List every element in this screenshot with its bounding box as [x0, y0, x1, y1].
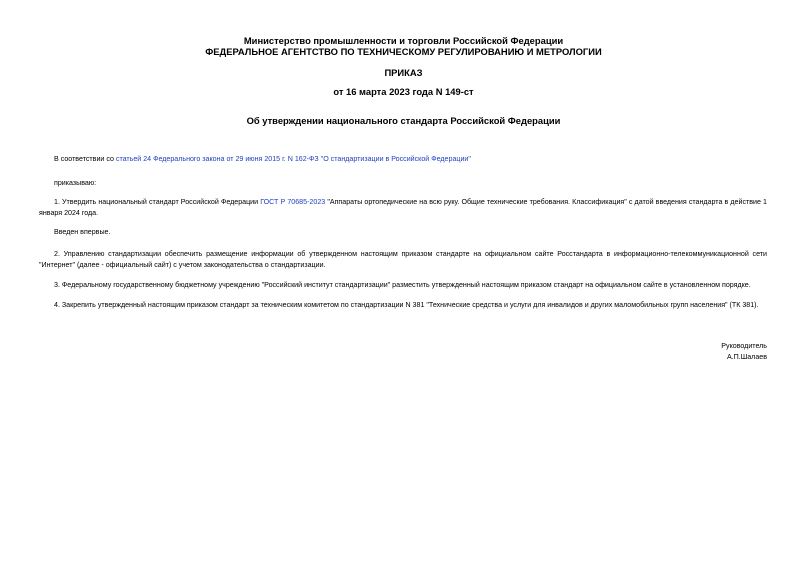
- signature-name: А.П.Шалаев: [726, 353, 767, 361]
- document-type: ПРИКАЗ: [384, 67, 423, 78]
- item-3-paragraph: [39, 280, 767, 291]
- ministry-name: Министерство промышленности и торговли Российской Федерации: [243, 35, 564, 46]
- signature-position: Руководитель: [721, 342, 767, 350]
- preamble-text: В соответствии со: [54, 155, 116, 163]
- document-subject: Об утверждении национального стандарта Российской Федерации: [246, 115, 561, 126]
- order-word-text: приказываю:: [54, 179, 97, 187]
- item-1-paragraph: [39, 197, 767, 219]
- document-date-number: от 16 марта 2023 года N 149-ст: [333, 86, 474, 97]
- first-time-text: Введен впервые.: [54, 228, 111, 236]
- order-word: [39, 178, 767, 189]
- item-2-text: 2. Управлению стандартизации обеспечить размещение информации об утвержденном настоящим приказом стандарте на официальном сайте Росстандарта в информационно-телекоммуникационной сети "Интернет" (далее - официальный сайт) с учетом законодательства о стандартизации.: [39, 250, 767, 269]
- federal-law-link[interactable]: статьей 24 Федерального закона от 29 июня 2015 г. N 162-ФЗ "О стандартизации в Российской Федерации": [115, 155, 471, 163]
- item-1-text-after: "Аппараты ортопедические на всю руку. Общие технические требования. Классификация" с датой введения стандарта в действие 1 января 2024 года.: [39, 198, 767, 217]
- item-4-paragraph: [39, 300, 767, 311]
- item-4-text: 4. Закрепить утвержденный настоящим приказом стандарт за техническим комитетом по стандартизации N 381 "Технические средства и услуги для инвалидов и других маломобильных групп населения" (ТК 381).: [54, 301, 759, 309]
- preamble-paragraph: [39, 154, 767, 165]
- item-2-paragraph: [39, 249, 767, 271]
- first-time-note: [39, 227, 767, 238]
- agency-name: ФЕДЕРАЛЬНОЕ АГЕНТСТВО ПО ТЕХНИЧЕСКОМУ РЕГУЛИРОВАНИЮ И МЕТРОЛОГИИ: [205, 46, 602, 57]
- item-3-text: 3. Федеральному государственному бюджетному учреждению "Российский институт стандартизации" разместить утвержденный настоящим приказом стандарт на официальном сайте в установленном порядке.: [54, 281, 751, 289]
- gost-standard-link[interactable]: ГОСТ Р 70685-2023: [260, 198, 326, 206]
- item-1-text-before: 1. Утвердить национальный стандарт Российской Федерации: [54, 198, 261, 206]
